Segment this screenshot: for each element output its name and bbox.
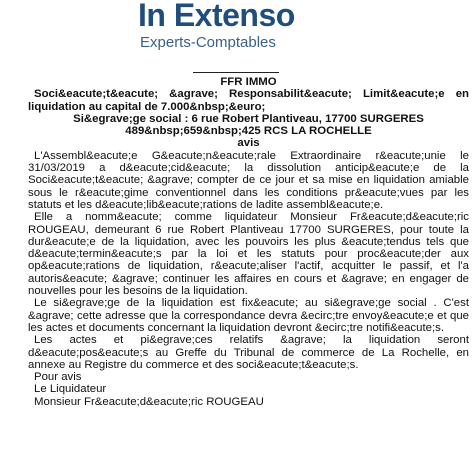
paragraph-dissolution: L'Assembl&eacute;e G&eacute;n&eacute;rale Extraordinaire r&eacute;unie le 31/03/2019 a d&eacute;cid&eacute; la dissolution anticip&eacute;e de la Soci&eacute;t&eacute; &agrave; compter de ce jour et sa mise en liquidation amiable sous le r&eacute;gime conventionnel dans les conditions pr&eacute;vues par les statuts et les d&eacute;lib&eacute;rations de ladite assembl&eacute;e. xyxy=(28,149,469,211)
closing-role: Le Liquidateur xyxy=(34,383,107,396)
notice-type: avis xyxy=(237,137,260,150)
header-divider xyxy=(193,72,279,73)
closing-pour-avis: Pour avis xyxy=(34,371,82,384)
legal-form: Soci&eacute;t&eacute; &agrave; Responsabilit&eacute; Limit&eacute;e en liquidation au capital de 7.000&nbsp;&euro; xyxy=(28,88,469,113)
logo-brand-name: In Extenso xyxy=(138,0,295,33)
company-name: FFR IMMO xyxy=(220,76,277,88)
logo-tagline: Experts-Comptables xyxy=(140,34,276,51)
head-office: Si&egrave;ge social : 6 rue Robert Plantiveau, 17700 SURGERES xyxy=(73,112,424,125)
company-logo xyxy=(138,0,335,58)
rcs-number: 489&nbsp;659&nbsp;425 RCS LA ROCHELLE xyxy=(125,125,372,138)
paragraph-filing: Les actes et pi&egrave;ces relatifs &agrave; la liquidation seront d&eacute;pos&eacute;s au Greffe du Tribunal de commerce de La Rochelle, en annexe au Registre du commerce et des soci&eacute;t&eacute;s. xyxy=(28,334,469,371)
legal-notice xyxy=(28,76,469,408)
closing-signatory: Monsieur Fr&eacute;d&eacute;ric ROUGEAU xyxy=(34,395,264,408)
paragraph-liquidator: Elle a nomm&eacute; comme liquidateur Monsieur Fr&eacute;d&eacute;ric ROUGEAU, demeurant 6 rue Robert Plantiveau 17700 SURGERES, pour toute la dur&eacute;e de la liquidation, avec les pouvoirs les plus &eacute;tendus tels que d&eacute;termin&eacute;s par la loi et les statuts pour proc&eacute;der aux op&eacute;rations de liquidation, r&eacute;aliser l'actif, acquitter le passif, et l'a autoris&eacute; &agrave; continuer les affaires en cours et &agrave; en engager de nouvelles pour les besoins de la liquidation. xyxy=(28,211,469,298)
paragraph-seat: Le si&egrave;ge de la liquidation est fix&eacute; au si&egrave;ge social . C'est &agrave; cette adresse que la correspondance devra &ecirc;tre envoy&eacute;e et que les actes et documents concernant la liquidation devront &ecirc;tre notifi&eacute;s. xyxy=(28,297,469,334)
